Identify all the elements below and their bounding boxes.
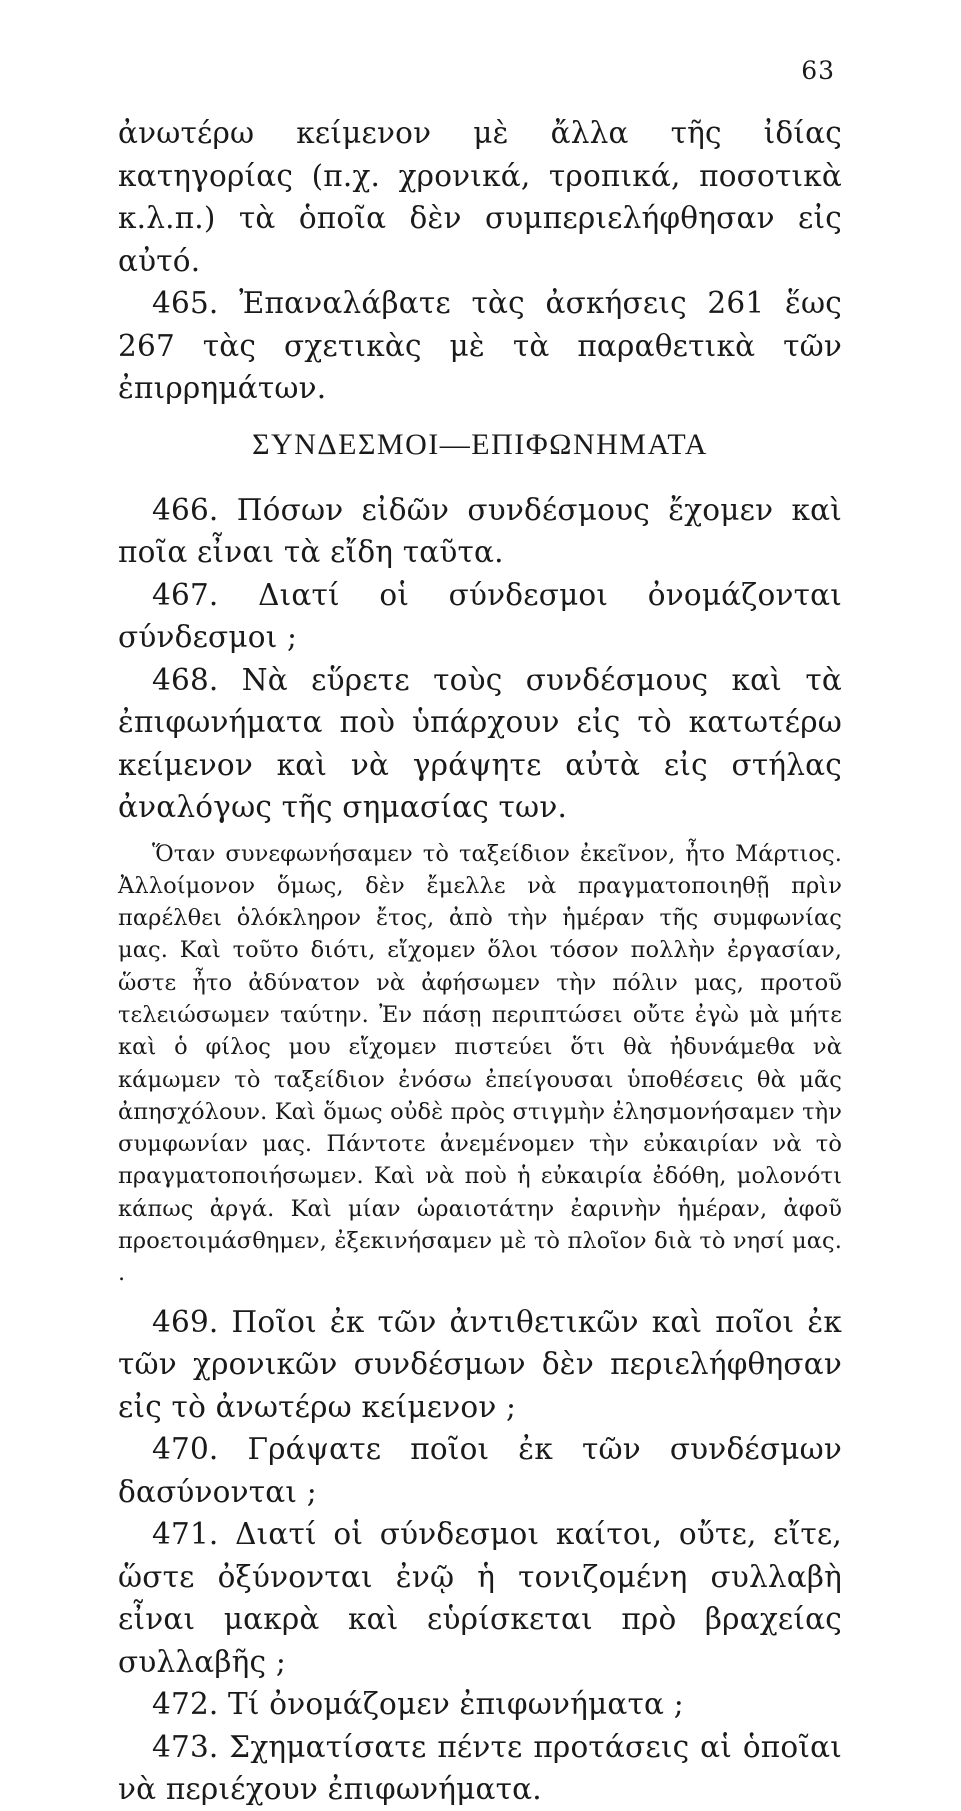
reading-passage (118, 838, 842, 1290)
exercise-block-middle (118, 489, 842, 829)
exercise-471: 471. Διατί οἱ σύνδεσμοι καίτοι, οὔτε, εἴτε, ὥστε ὀξύνονται ἐνῷ ἡ τονιζομένη συλλαβὴ εἶναι μακρὰ καὶ εὑρίσκεται πρὸ βραχείας συλλαβῆς ; (118, 1517, 842, 1679)
exercise-469: 469. Ποῖοι ἐκ τῶν ἀντιθετικῶν καὶ ποῖοι ἐκ τῶν χρονικῶν συνδέσμων δὲν περιελήφθησαν εἰς τὸ ἀνωτέρω κείμενον ; (118, 1304, 842, 1424)
page-number: 63 (801, 56, 835, 85)
exercise-472: 472. Τί ὀνομάζομεν ἐπιφωνήματα ; (152, 1687, 684, 1722)
continuation-paragraph: ἀνωτέρω κείμενον μὲ ἄλλα τῆς ἰδίας κατηγορίας (π.χ. χρονικά, τροπικά, ποσοτικὰ κ.λ.π.) τὰ ὁποῖα δὲν συμπεριελήφθησαν εἰς αὐτό. (118, 116, 842, 278)
exercise-block-top (118, 112, 842, 410)
exercise-467: 467. Διατί οἱ σύνδεσμοι ὀνομάζονται σύνδεσμοι ; (118, 577, 842, 654)
exercise-473: 473. Σχηματίσατε πέντε προτάσεις αἱ ὁποῖαι νὰ περιέχουν ἐπιφωνήματα. (118, 1729, 842, 1807)
exercise-468: 468. Νὰ εὕρετε τοὺς συνδέσμους καὶ τὰ ἐπιφωνήματα ποὺ ὑπάρχουν εἰς τὸ κατωτέρω κείμενον καὶ νὰ γράψητε αὐτὰ εἰς στήλας ἀναλόγως τῆς σημασίας των. (118, 662, 842, 824)
exercise-465: 465. Ἐπαναλάβατε τὰς ἀσκήσεις 261 ἕως 267 τὰς σχετικὰς μὲ τὰ παραθετικὰ τῶν ἐπιρρημάτων. (118, 286, 842, 405)
section-heading: ΣΥΝΔΕΣΜΟΙ—ΕΠΙΦΩΝΗΜΑΤΑ (252, 427, 708, 461)
exercise-470: 470. Γράψατε ποῖοι ἐκ τῶν συνδέσμων δασύνονται ; (118, 1432, 842, 1509)
page-content (118, 112, 842, 1811)
passage-text: Ὅταν συνεφωνήσαμεν τὸ ταξείδιον ἐκεῖνον, ἦτο Μάρτιος. Ἀλλοίμονον ὅμως, δὲν ἔμελλε νὰ πραγματοποιηθῇ πρὶν παρέλθει ὁλόκληρον ἔτος, ἀπὸ τὴν ἡμέραν τῆς συμφωνίας μας. Καὶ τοῦτο διότι, εἴχομεν ὅλοι τόσον πολλὴν ἐργασίαν, ὥστε ἦτο ἀδύνατον νὰ ἀφήσωμεν τὴν πόλιν μας, προτοῦ τελειώσωμεν ταύτην. Ἐν πάσῃ περιπτώσει οὔτε ἐγὼ μὰ μήτε καὶ ὁ φίλος μου εἴχομεν πιστεύει ὅτι θὰ ἠδυνάμεθα νὰ κάμωμεν τὸ ταξείδιον ἐνόσω ἐπείγουσαι ὑποθέσεις θὰ μᾶς ἀπησχόλουν. Καὶ ὅμως οὐδὲ πρὸς στιγμὴν ἐλησμονήσαμεν τὴν συμφωνίαν μας. Πάντοτε ἀνεμένομεν τὴν εὐκαιρίαν νὰ τὸ πραγματοποιήσωμεν. Καὶ νὰ ποὺ ἡ εὐκαιρία ἐδόθη, μολονότι κάπως ἀργά. Καὶ μίαν ὡραιοτάτην ἐαρινὴν ἡμέραν, ἀφοῦ προετοιμάσθημεν, ἐξεκινήσαμεν μὲ τὸ πλοῖον διὰ τὸ νησί μας. . (118, 840, 842, 1287)
exercise-466: 466. Πόσων εἰδῶν συνδέσμους ἔχομεν καὶ ποῖα εἶναι τὰ εἴδη ταῦτα. (118, 492, 842, 569)
exercise-block-bottom (118, 1301, 842, 1811)
